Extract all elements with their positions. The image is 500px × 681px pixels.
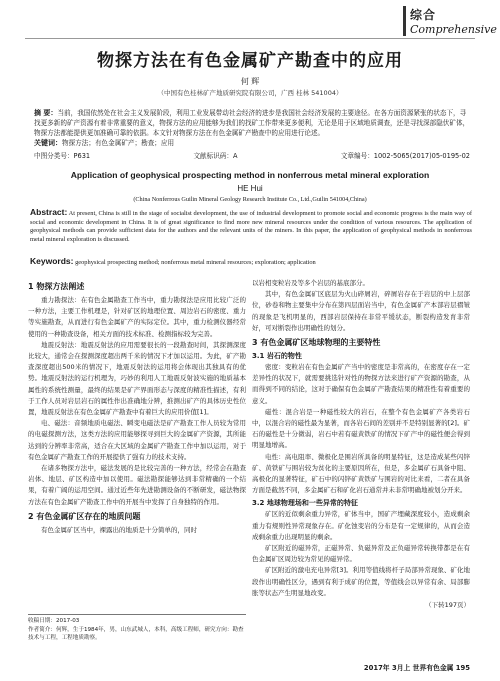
keywords-cn-text: 物探方法；有色金属矿产；勘查；应用 <box>62 139 175 147</box>
article-title-cn: 物探方法在有色金属矿产勘查中的应用 <box>97 51 403 71</box>
author-cn: 何 辉 <box>240 77 260 86</box>
paragraph: 在诸多物探方法中，磁法发展的是比较完善的一种方法，经常会在勘查岩体、地层、矿区构造中加以使用。磁法勘探能够达到非常精确的一个结果，有着广阔的运用空间。通过近些年先进勘测设备的不断研发，磁法物探方法在有色金属矿产勘查工作中的开展当中发挥了自身独特的作用。 <box>28 464 246 506</box>
subsection-heading: 3.2 地球物理场和一些异常的特征 <box>252 499 358 508</box>
body-column-left <box>28 278 246 536</box>
keywords-en <box>30 256 472 266</box>
section-label-en: Comprehensive <box>410 23 497 36</box>
author-bio: 作者简介：何辉，生于1984年，男，山东武城人，本科，高级工程师，研究方向：勘查技术与工程，工程地质勘察。 <box>28 626 244 641</box>
paragraph: 地震反射法：地震反射法的应用需要很长的一段勘查时间，其探测深度比较大，通常会在探测深度超出两千米的情况下才加以运用。为此，矿产勘查深度超出500米的情况下，地震反射法的运用将会体现出其独具有的优势。地震反射法的运行机理为，巧妙的利用人工地震反射波实施的地质基本属性的系统性测量，最终的结果是矿产界面形态与深度的精准性描述，有利于工作人员对岩层岩石的属性作出准确地分辨，推测出矿产的具体历史性位置，地震反射法在有色金属矿产勘查中有着巨大的应用价值[1]。 <box>28 340 246 417</box>
subsection-heading: 3.1 岩石的物性 <box>252 352 302 361</box>
paragraph: 电性：高电阻率、微极化是围岩所具备的明显特征，这是造成某些闪锌矿、黄铁矿与围岩较为贫化的主要原因所在，但是，多金属矿石具备中阻、高极化的显著特征，矿石中的闪锌矿黄铁矿与围岩的对比来看，二者在具备方面是截然不同，多金属矿石和矿化岩石通常并未非常明确地被划分开来。 <box>252 452 470 495</box>
continued-note: （下转197页） <box>425 601 470 610</box>
affiliation-en: (China Nonferrous Guilin Mineral Geology Research Institute Co., Ltd.,Guilin 541004,China) <box>133 196 367 203</box>
abstract-en-text: At present, China is still in the stage of socialist development, the use of industrial development to promote social and economic progress is the main way of social and economic development in China. It is of great significance to find more new mineral resources under the condition of various resources. The application of geophysical methods can provide sufficient data for the authors and the relevant units of the miners. In this paper, the application of geophysical methods in nonferrous metal mineral exploration is discussed. <box>30 210 472 243</box>
abstract-en <box>30 208 472 244</box>
paragraph: 以岩相变粒岩及等多个岩层的基底部分。 <box>252 279 369 287</box>
abstract-cn-label: 摘 要： <box>34 109 58 117</box>
body-column-right <box>252 278 470 611</box>
footnote <box>28 614 246 643</box>
document-code: 文献标识码：A <box>193 152 238 160</box>
section-header <box>403 6 500 36</box>
article-title-en: Application of geophysical prospecting method in nonferrous metal mineral exploration <box>70 170 430 180</box>
paragraph: 矿区的近似剩余重力异常，矿体当中，国矿产埋藏深度较小，造成剩余重力有规则性异常现象存在。矿化蚀变岩的分布是有一定规律的，从而会造成剩余重力出现明显的剩余。 <box>252 510 470 541</box>
keywords-cn-label: 关键词： <box>34 139 62 147</box>
abstract-cn-text: 当前，我国依然处在社会主义发展阶段，利用工业发展带动社会经济的进步是我国社会经济发展的主要途径。在各方面资源紧张的状态下，寻找更多新的矿产资源有着非常重要的意义，物探方法的应用能够为我们的找矿工作带来更多便利，无论是用于区域地质调查，还是寻找深部隐伏矿体，物探方法都能提供更加准确可靠的依据。本文针对物探方法在有色金属矿产勘查中的应用进行论述。 <box>34 109 470 137</box>
section-label-cn: 综合 <box>410 8 437 22</box>
paragraph: 有色金属矿区当中，裸露出的地质是十分简单的，同时 <box>41 525 197 534</box>
page-footer: 2017年 3月上 世界有色金属 195 <box>363 664 470 672</box>
paragraph: 电、磁法：音频地质电磁法、瞬变电磁法是矿产勘查工作人员较为常用的电磁探测方法，这类方法的应用能够探寻到巨大的金属矿产资源，其所能达到的分辨率非常高，适合在大区域的金属矿产勘查工作中加以运用，对于有色金属矿产勘查工作的开展提供了强有力的技术支持。 <box>28 419 246 461</box>
paragraph: 其中，有色金属矿区底层为火山碎屑岩，碎屑岩存在于岩层的中上层部位，砂卷和物主要集中分布在第四层面岩当中，有色金属矿产本部岩层褶皱的现象是飞机明显的，西部岩层保持在非常平缓状态，断裂构造发育非常好，可对断裂作出明确性的划分。 <box>252 290 470 332</box>
classification-row <box>34 150 470 160</box>
paragraph: 矿区附近的激电充电异常[3]。利用等值线将杆子局部异常现象、矿化地段作出明确性区分，遇到有利于成矿的位置，等值线会以异常有余、局部膨胀等状态产生明显地改变。 <box>252 566 470 597</box>
abstract-cn <box>34 108 470 148</box>
affiliation-cn: （中国有色桂林矿产地质研究院有限公司，广西 桂林 541004） <box>157 89 343 97</box>
section-heading: 3 有色金属矿区地球物理的主要特性 <box>252 338 381 348</box>
paragraph: 重力勘探法：在有色金属勘查工作当中，重力勘探法是应用比较广泛的一种方法，主要工作机理是，针对矿区的地理位置、周边岩石的密度、重力等实施勘查，从而进行有色金属矿产的实际定位。其中，重力检测仪器经常使用的一种勘查设备，相关方面的技术标准、检测指标较为完善。 <box>28 296 246 338</box>
clc-number: 中图分类号：P631 <box>34 152 91 160</box>
paragraph: 磁性：混合岩是一种磁性较大的岩石，在整个有色金属矿产各类岩石中，以混合岩的磁性最为显著，而各岩石间的差别并不是特别显著的[2]。矿石的磁性是十分微弱，岩石中若有磁黄铁矿的情况下矿产中的磁性便会得到明显地增高。 <box>252 407 470 450</box>
article-number: 文章编号：1002-5065(2017)05-0195-02 <box>340 152 470 160</box>
keywords-en-text: geophysical prospecting method; nonferrous metal mineral resources; exploration; application <box>75 259 316 266</box>
section-heading: 1 物探方法阐述 <box>28 282 85 291</box>
section-heading: 2 有色金属矿区存在的地质问题 <box>28 511 141 521</box>
author-en: HE Hui <box>237 184 263 193</box>
paragraph: 矿区附近的磁异常，正磁异常、负磁异常及正负磁异常转换带都是在有色金属矿区周边较为常见的磁异常。 <box>252 544 470 564</box>
keywords-en-label: Keywords: <box>30 256 74 266</box>
received-date: 收稿日期：2017-03 <box>28 618 80 624</box>
paragraph: 密度：变粒岩在有色金属矿产当中的密度是非常高的，在密度存在一定差异性的状况下，就需要挑选针对性的物探方法来进行矿产资源的勘查，从而得到不同的结论，这对于确保有色金属矿产勘查结果的精准性有着重要的意义。 <box>252 363 470 405</box>
header-rule <box>25 38 475 39</box>
abstract-en-label: Abstract: <box>30 207 68 217</box>
